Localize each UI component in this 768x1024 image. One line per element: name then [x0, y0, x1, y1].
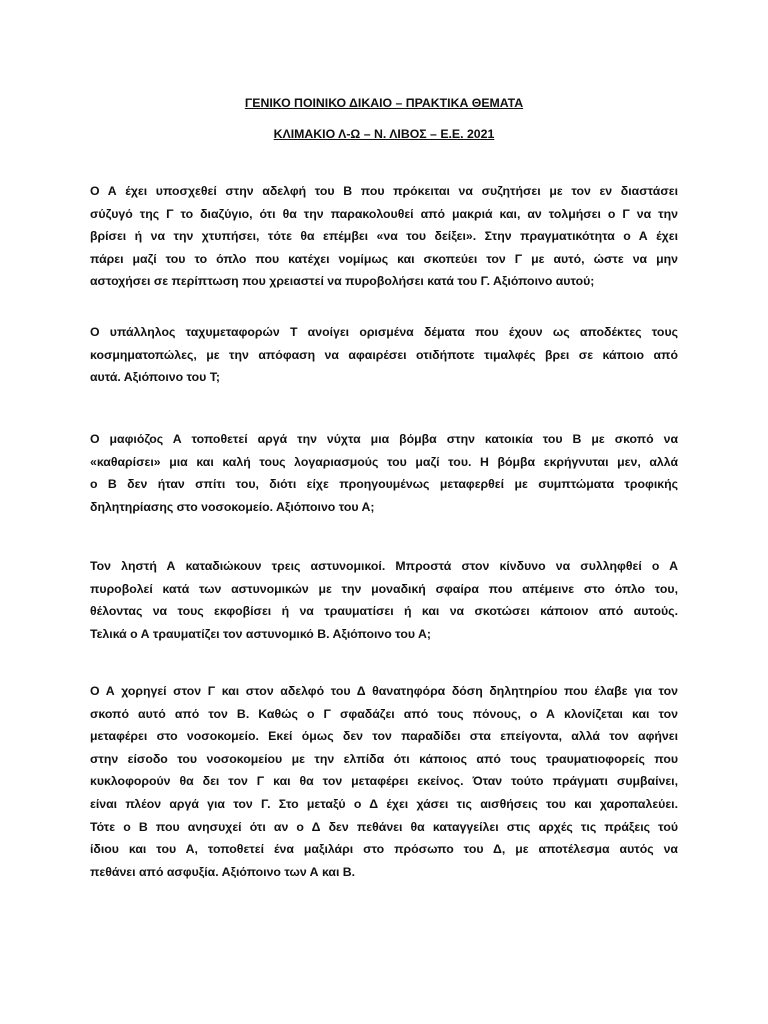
paragraph-line: δηλητηρίασης στο νοσοκομείο. Αξιόποινο του Α;: [90, 499, 375, 514]
paragraph-line: στην είσοδο του νοσοκομείου με την ελπίδα ότι κάποιος από τους τραυματιοφορείς που: [90, 751, 678, 766]
document-title: ΓΕΝΙΚΟ ΠΟΙΝΙΚΟ ΔΙΚΑΙΟ – ΠΡΑΚΤΙΚΑ ΘΕΜΑΤΑ: [244, 96, 524, 110]
question-paragraph-1: [90, 180, 678, 293]
paragraph-line: σκοπό αυτό από τον Β. Καθώς ο Γ σφαδάζει από τους πόνους, ο Α κλονίζεται και τον: [90, 706, 678, 721]
paragraph-line: κοσμηματοπώλες, με την απόφαση να αφαιρέσει οτιδήποτε τιμαλφές βρει σε κάποιο από: [90, 347, 678, 362]
paragraph-line: Ο Α χορηγεί στον Γ και στον αδελφό του Δ θανατηφόρα δόση δηλητηρίου που έλαβε για τον: [90, 684, 678, 698]
paragraph-line: Τον ληστή Α καταδιώκουν τρεις αστυνομικοί. Μπροστά στον κίνδυνο να συλληφθεί ο Α: [90, 559, 678, 573]
paragraph-line: μεταφέρει στο νοσοκομείο. Εκεί όμως δεν τον παραδίδει στα επείγοντα, αλλά τον αφήνει: [90, 729, 678, 744]
paragraph-line: βρίσει ή να την χτυπήσει, τότε θα επέμβει «να του δείξει». Στην πραγματικότητα ο Α έχει: [90, 229, 678, 244]
paragraph-line: είναι πλέον αργά για τον Γ. Στο μεταξύ ο Δ έχει χάσει τις αισθήσεις του και χαροπαλεύει.: [90, 796, 678, 811]
paragraph-line: Τότε ο Β που ανησυχεί ότι αν ο Δ δεν πεθάνει θα καταγγείλει στις αρχές τις πράξεις τού: [90, 819, 678, 834]
paragraph-line: Τελικά ο Α τραυματίζει τον αστυνομικό Β. Αξιόποινο του Α;: [90, 626, 431, 641]
paragraph-line: πυροβολεί κατά των αστυνομικών με την μοναδική σφαίρα που απέμεινε στο όπλο του,: [90, 581, 678, 596]
paragraph-line: θέλοντας να τους εκφοβίσει ή να τραυματίσει ή και να σκοτώσει κάποιον από αυτούς.: [90, 604, 678, 619]
paragraph-line: ο Β δεν ήταν σπίτι του, διότι είχε προηγουμένως μεταφερθεί με συμπτώματα τροφικής: [90, 477, 678, 492]
paragraph-line: κυκλοφορούν θα δει τον Γ και θα τον μεταφέρει εκείνος. Όταν τούτο πράγματι συμβαίνει,: [90, 774, 678, 789]
paragraph-line: αστοχήσει σε περίπτωση που χρειαστεί να πυροβολήσει κατά του Γ. Αξιόποινο αυτού;: [90, 274, 595, 289]
question-paragraph-5: [90, 680, 678, 883]
paragraph-line: σύζυγό της Γ το διαζύγιο, ότι θα την παρακολουθεί από μακριά και, αν τολμήσει ο Γ να την: [90, 206, 678, 221]
paragraph-line: Ο μαφιόζος Α τοποθετεί αργά την νύχτα μια βόμβα στην κατοικία του Β με σκοπό να: [90, 432, 678, 446]
paragraph-line: «καθαρίσει» μια και καλή τους λογαριασμούς του μαζί του. Η βόμβα εκρήγνυται μεν, αλλά: [90, 454, 678, 469]
question-paragraph-3: [90, 428, 678, 518]
paragraph-line: πεθάνει από ασφυξία. Αξιόποινο των Α και Β.: [90, 864, 356, 879]
paragraph-line: πάρει μαζί του το όπλο που κατέχει νομίμως και σκοπεύει τον Γ με αυτό, ώστε να μην: [90, 251, 678, 266]
paragraph-line: Ο Α έχει υποσχεθεί στην αδελφή του Β που πρόκειται να συζητήσει με τον εν διαστάσει: [90, 184, 678, 198]
question-paragraph-4: [90, 555, 678, 645]
question-paragraph-2: [90, 321, 678, 389]
document-subtitle: ΚΛΙΜΑΚΙΟ Λ-Ω – Ν. ΛΙΒΟΣ – Ε.Ε. 2021: [273, 127, 495, 141]
paragraph-line: αυτά. Αξιόποινο του Τ;: [90, 370, 220, 385]
paragraph-line: ίδιου και του Α, τοποθετεί ένα μαξιλάρι στο πρόσωπο του Δ, με αποτέλεσμα αυτός να: [90, 842, 678, 857]
paragraph-line: Ο υπάλληλος ταχυμεταφορών Τ ανοίγει ορισμένα δέματα που έχουν ως αποδέκτες τους: [90, 325, 678, 339]
